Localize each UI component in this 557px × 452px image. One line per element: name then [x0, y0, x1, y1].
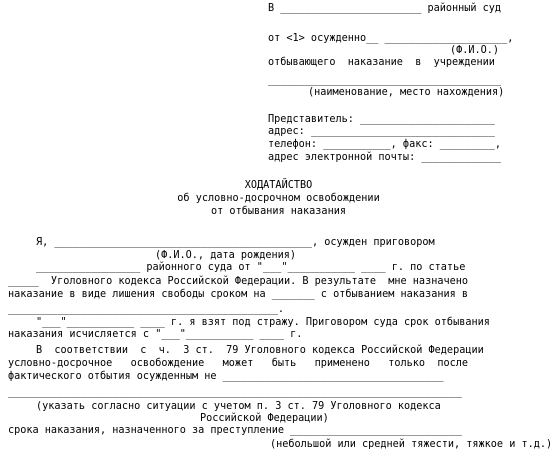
- body-line: ____________________________________________.: [8, 304, 285, 315]
- address-line: адрес: ______________________________: [268, 126, 495, 137]
- body-line: _____ Уголовного кодекса Российской Федерации. В результате мне назначено: [8, 276, 469, 287]
- document-subtitle-1: об условно-досрочном освобождении: [177, 193, 380, 204]
- body-hint: (небольшой или средней тяжести, тяжкое и т.д.): [270, 439, 553, 450]
- institution-hint: (наименование, место нахождения): [308, 87, 505, 98]
- body-hint: Российской Федерации): [200, 413, 329, 424]
- institution-blank: ______________________________________: [268, 75, 502, 86]
- body-line: наказание в виде лишения свободы сроком на _______ с отбыванием наказания в: [8, 289, 469, 300]
- email-line: адрес электронной почты: _____________: [268, 152, 502, 163]
- body-line: В соответствии с ч. 3 ст. 79 Уголовного кодекса Российской Федерации: [36, 345, 484, 356]
- body-hint: (Ф.И.О., дата рождения): [155, 250, 297, 261]
- serving-line: отбывающего наказание в учреждении: [268, 57, 495, 68]
- body-line: условно-досрочное освобождение может быть применено только после: [8, 358, 469, 369]
- document-title: ХОДАТАЙСТВО: [244, 180, 313, 191]
- name-hint: (Ф.И.О.): [450, 45, 500, 56]
- body-line: "___"___________ ____ г. я взят под стражу. Приговором суда срок отбывания: [36, 317, 490, 328]
- court-line: В _______________________ районный суд: [268, 3, 502, 14]
- phone-fax-line: телефон: ___________, факс: _________,: [268, 139, 502, 150]
- representative-line: Представитель: ______________________: [268, 114, 495, 125]
- body-line: _________________ районного суда от "___"___________ ____ г. по статье: [36, 262, 466, 273]
- body-line: срока наказания, назначенного за преступление ____________________________: [8, 425, 462, 436]
- body-line: Я, __________________________________________, осужден приговором: [36, 237, 435, 248]
- body-line: фактического отбытия осужденным не ____________________________________: [8, 371, 444, 382]
- document-subtitle-2: от отбывания наказания: [211, 206, 346, 217]
- body-hint: (указать согласно ситуации с учетом п. 3 ст. 79 Уголовного кодекса: [36, 401, 441, 412]
- from-line: от <1> осужденно__ ____________________,: [268, 33, 514, 44]
- body-line: __________________________________________________________________________: [8, 387, 462, 398]
- body-line: наказания исчисляется с "___"___________ ____ г.: [8, 329, 303, 340]
